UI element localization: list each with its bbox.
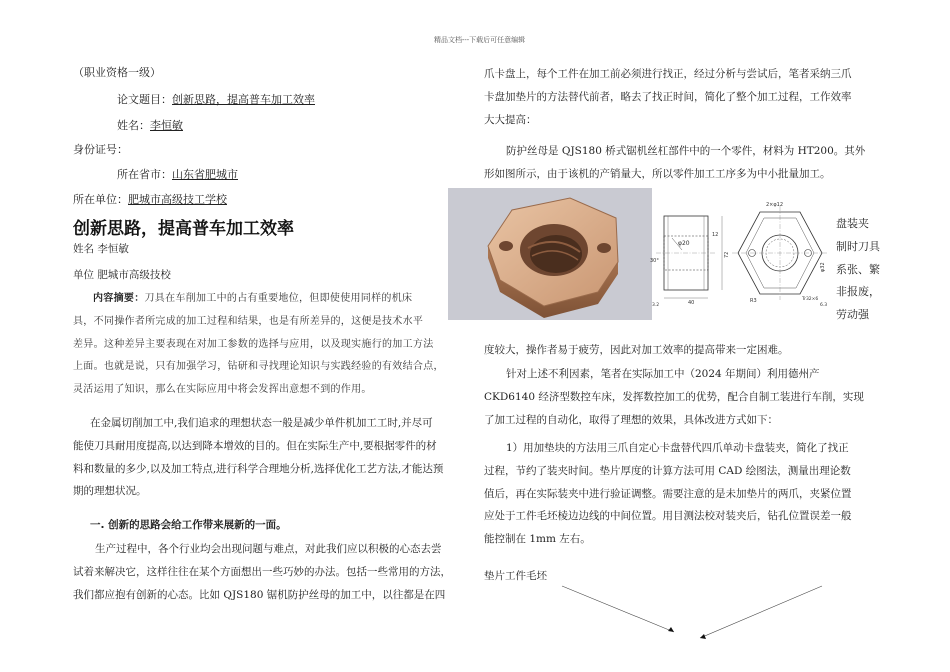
- section-heading-1: 一. 创新的思路会给工作带来展新的一面。: [90, 519, 287, 531]
- paragraph-line: 能使刀具耐用度提高,以达到降本增效的目的。但在实际生产中,要根据零件的材: [73, 439, 437, 452]
- right-paragraph-2: [484, 140, 865, 186]
- right-paragraph-4: [484, 363, 864, 431]
- abstract-line: 上面。也就是说，只有加强学习，钻研和寻找理论知识与实践经验的有效结合点，: [73, 361, 444, 373]
- province-value: 山东省肥城市: [172, 168, 238, 181]
- unit-row: [73, 193, 227, 207]
- id-label: 身份证号：: [73, 143, 128, 156]
- abstract-line: 具，不同操作者所完成的加工过程和结果，也是有所差异的，这便是技术水平: [73, 315, 424, 327]
- technical-drawing-icon: [652, 198, 834, 310]
- topic-value: 创新思路，提高普车加工效率: [172, 93, 315, 106]
- paragraph-line: 针对上述不利因素，笔者在实际加工中（2024 年期间）利用德州产: [506, 368, 820, 380]
- main-title: 创新思路，提高普车加工效率: [73, 219, 294, 239]
- paragraph-line: 期的理想状况。: [73, 485, 147, 498]
- paragraph-2: [73, 538, 451, 606]
- name-label: 姓名：: [117, 119, 150, 132]
- dim-label: 2×φ12: [766, 202, 784, 208]
- wrap-fragment: 劳动强: [836, 308, 869, 322]
- unit-label: 所在单位：: [73, 193, 128, 206]
- province-label: 所在省市：: [117, 168, 172, 181]
- dim-label: φ32: [820, 262, 826, 272]
- qualification-level: （职业资格一级）: [73, 66, 161, 79]
- abstract-line: 差异。这种差异主要表现在对加工参数的选择与应用，以及现实施行的加工方法: [73, 338, 434, 350]
- dim-label: R3: [750, 298, 757, 304]
- paragraph-line: 在金属切削加工中,我们追求的理想状态一般是减少单件机加工工时,并尽可: [90, 417, 433, 429]
- dim-label: 3.2: [652, 303, 660, 308]
- dim-label: 30°: [650, 258, 659, 264]
- dim-label: 72: [724, 251, 730, 258]
- paragraph-line: 料和数量的多少,以及加工特点,进行科学合理地分析,选择优化工艺方法,才能达预: [73, 462, 444, 475]
- nut-render-icon: [448, 188, 652, 320]
- right-paragraph-5: [484, 437, 852, 551]
- paragraph-line: 能控制在 1mm 左右。: [484, 533, 591, 546]
- unit-value: 肥城市高级技工学校: [128, 193, 227, 206]
- topic-row: [117, 93, 315, 107]
- name-row: [117, 119, 183, 133]
- paragraph-line: CKD6140 经济型数控车床，发挥数控加工的优势，配合自制工装进行车削，实现: [484, 390, 864, 403]
- paragraph-line: 过程，节约了装夹时间。垫片厚度的计算方法可用 CAD 绘图法，测量出理论数: [484, 464, 851, 477]
- right-paragraph-3: [484, 339, 789, 362]
- abstract-line: 刀具在车削加工中的占有重要地位，但即使使用同样的机床: [144, 293, 413, 304]
- wrap-fragment: 制时刀具: [836, 239, 880, 253]
- paragraph-line: 试着来解决它，这样往往在某个方面想出一些巧妙的办法。包括一些常用的方法，: [73, 565, 451, 578]
- engineering-drawing: [652, 198, 834, 314]
- leader-arrows-icon: [560, 584, 840, 644]
- page-header: 精品文档---下载后可任意编辑: [434, 36, 526, 44]
- paragraph-line: 应处于工件毛坯棱边边线的中间位置。用目测法校对装夹后，钻孔位置误差一般: [484, 510, 852, 523]
- paragraph-line: 卡盘加垫片的方法替代前者，略去了找正时间，简化了整个加工过程，工作效率: [484, 90, 852, 103]
- topic-label: 论文题目：: [117, 93, 172, 106]
- wrap-text: [836, 213, 880, 327]
- unit-line: 单位 肥城市高级技校: [73, 269, 171, 281]
- abstract: [73, 288, 444, 402]
- abstract-label: 内容摘要：: [93, 293, 145, 304]
- paragraph-line: 值后，再在实际装夹中进行验证调整。需要注意的是未加垫片的两爪，夹紧位置: [484, 487, 852, 500]
- paragraph-line: 了加工过程的自动化，取得了理想的效果，具体改进方式如下：: [484, 413, 778, 426]
- paragraph-line: 生产过程中，各个行业均会出现问题与难点，对此我们应以积极的心态去尝: [95, 543, 442, 555]
- province-row: [117, 168, 238, 182]
- dim-label: 12: [712, 232, 719, 238]
- dim-label: 40: [688, 300, 695, 306]
- paragraph-line: 1）用加垫块的方法用三爪自定心卡盘替代四爪单动卡盘装夹，简化了找正: [506, 442, 849, 454]
- paragraph-line: 爪卡盘上，每个工件在加工前必须进行找正，经过分析与尝试后，笔者采纳三爪: [484, 68, 852, 80]
- wrap-fragment: 系张、繁: [836, 262, 880, 276]
- figure-caption: 垫片工件毛坯: [484, 570, 547, 582]
- paragraph-line: 大大提高：: [484, 113, 537, 126]
- dim-label: 6.3: [820, 303, 828, 308]
- right-paragraph-1: [484, 63, 852, 131]
- dim-label: φ20: [678, 240, 690, 247]
- name-value: 李恒敏: [150, 119, 183, 132]
- abstract-line: 灵活运用了知识，那么在实际应用中将会发挥出意想不到的作用。: [73, 384, 372, 396]
- dim-label: Tr32×6: [802, 297, 819, 302]
- paragraph-line: 形如图所示，由于该机的产销量大，所以零件加工工序多为中小批量加工。: [484, 167, 831, 180]
- wrap-fragment: 非报废，: [836, 285, 880, 299]
- paragraph-1: [73, 412, 443, 503]
- paragraph-line: 度较大，操作者易于疲劳，因此对加工效率的提高带来一定困难。: [484, 344, 789, 356]
- author-line: 姓名 李恒敏: [73, 243, 129, 255]
- paragraph-line: 防护丝母是 QJS180 桥式锯机丝杠部件中的一个零件，材料为 HT200。其外: [506, 145, 866, 157]
- part-photo: [448, 188, 652, 320]
- wrap-fragment: 盘装夹: [836, 217, 869, 230]
- paragraph-line: 我们都应抱有创新的心态。比如 QJS180 锯机防护丝母的加工中，以往都是在四: [73, 588, 446, 601]
